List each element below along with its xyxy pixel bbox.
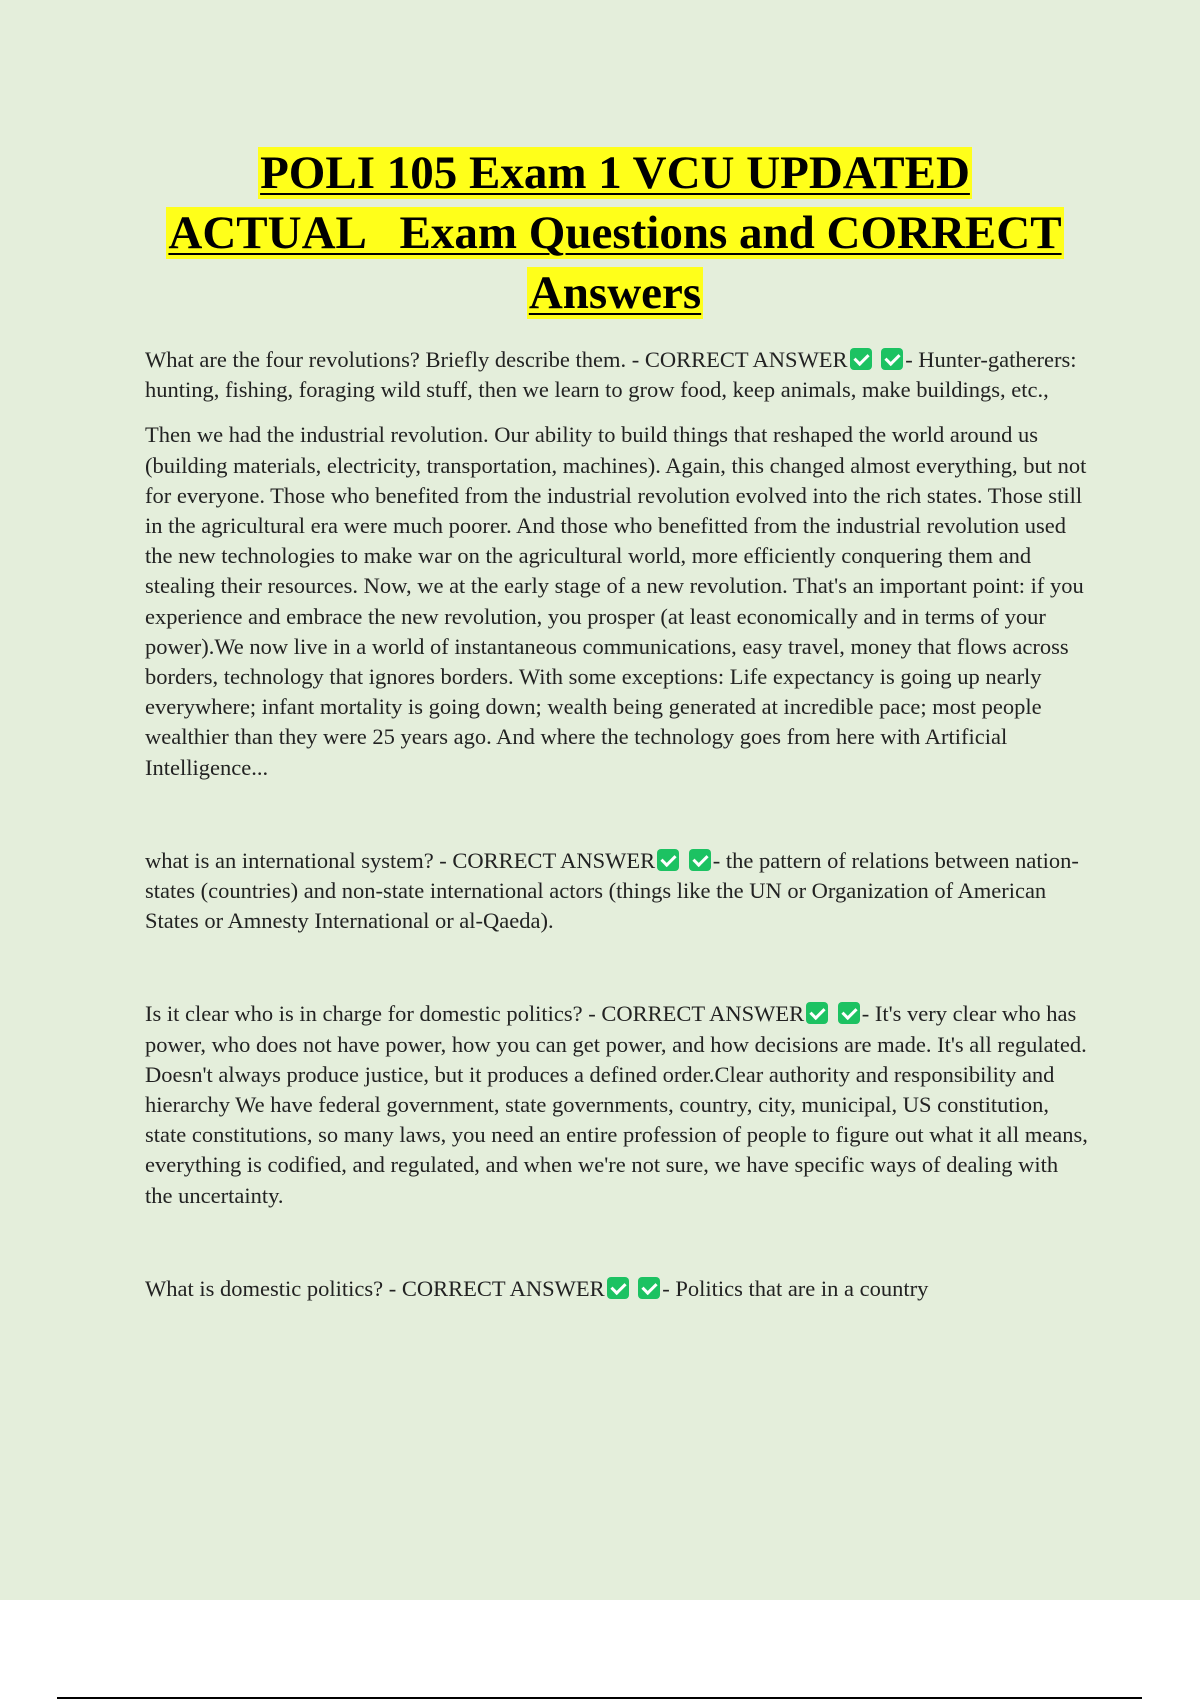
title-line-1: POLI 105 Exam 1 VCU UPDATED xyxy=(260,147,970,199)
document-title xyxy=(130,143,1100,323)
check-mark-icon xyxy=(638,1277,660,1299)
answer-continuation: Then we had the industrial revolution. Our ability to build things that reshaped the world around us (building materials, electricity, transportation, machines). Again, this changed almost everything, but not for everyone. Those who benefited from the industrial revolution evolved into the rich states. Those still in the agricultural era were much poorer. And those who benefitted from the industrial revolution used the new technologies to make war on the agricultural world, more efficiently conquering them and stealing their resources. Now, we at the early stage of a new revolution. That's an important point: if you experience and embrace the new revolution, you prosper (at least economically and in terms of your power).We now live in a world of instantaneous communications, easy travel, money that flows across borders, technology that ignores borders. With some exceptions: Life expectancy is going up nearly everywhere; infant mortality is going down; wealth being generated at incredible pace; most people wealthier than they were 25 years ago. And where the technology goes from here with Artificial Intelligence... xyxy=(145,422,1087,780)
answer-text: - Politics that are in a country xyxy=(662,1275,929,1301)
answer-marker: CORRECT ANSWER xyxy=(644,347,848,372)
check-mark-icon xyxy=(689,849,711,871)
footer-divider xyxy=(57,1697,1142,1699)
qa-list xyxy=(145,345,1090,1304)
title-line-2: ACTUAL Exam Questions and CORRECT xyxy=(168,207,1062,259)
answer-text: - It's very clear who has power, who does not have power, how you can get power, and how decisions are made. It's all regulated. Doesn't always produce justice, but it produces a defined order.Clear authority and responsibility and hierarchy We have federal government, state governments, country, city, municipal, US constitution, state constitutions, so many laws, you need an entire profession of people to figure out what it all means, everything is codified, and regulated, and when we're not sure, we have specific ways of dealing with the uncertainty. xyxy=(145,1001,1088,1208)
answer-text: - Hunter-gatherers: hunting, fishing, foraging wild stuff, then we learn to grow food, keep animals, make buildings, etc., xyxy=(145,347,1077,403)
qa-item-four-revolutions xyxy=(145,345,1090,405)
question-text: Is it clear who is in charge for domestic politics? - xyxy=(145,1001,602,1027)
title-line-3: Answers xyxy=(528,267,702,319)
answer-marker: CORRECT ANSWER xyxy=(601,1001,805,1027)
answer-marker: CORRECT ANSWER xyxy=(452,847,656,873)
check-mark-icon xyxy=(657,849,679,871)
check-mark-icon xyxy=(838,1002,860,1024)
question-text: What are the four revolutions? Briefly describe them. - xyxy=(145,347,645,372)
answer-text: - the pattern of relations between nation-states (countries) and non-state international actors (things like the UN or Organization of American States or Amnesty International or al-Qaeda). xyxy=(145,847,1079,934)
answer-marker: CORRECT ANSWER xyxy=(401,1275,605,1301)
qa-item-domestic-politics-charge xyxy=(145,999,1090,1210)
qa-item-international-system xyxy=(145,846,1090,937)
question-text: What is domestic politics? - xyxy=(145,1275,402,1301)
check-mark-icon xyxy=(850,348,872,370)
check-mark-icon xyxy=(607,1277,629,1299)
check-mark-icon xyxy=(881,348,903,370)
question-text: what is an international system? - xyxy=(145,847,453,873)
qa-item-domestic-politics xyxy=(145,1274,1090,1304)
check-mark-icon xyxy=(806,1002,828,1024)
